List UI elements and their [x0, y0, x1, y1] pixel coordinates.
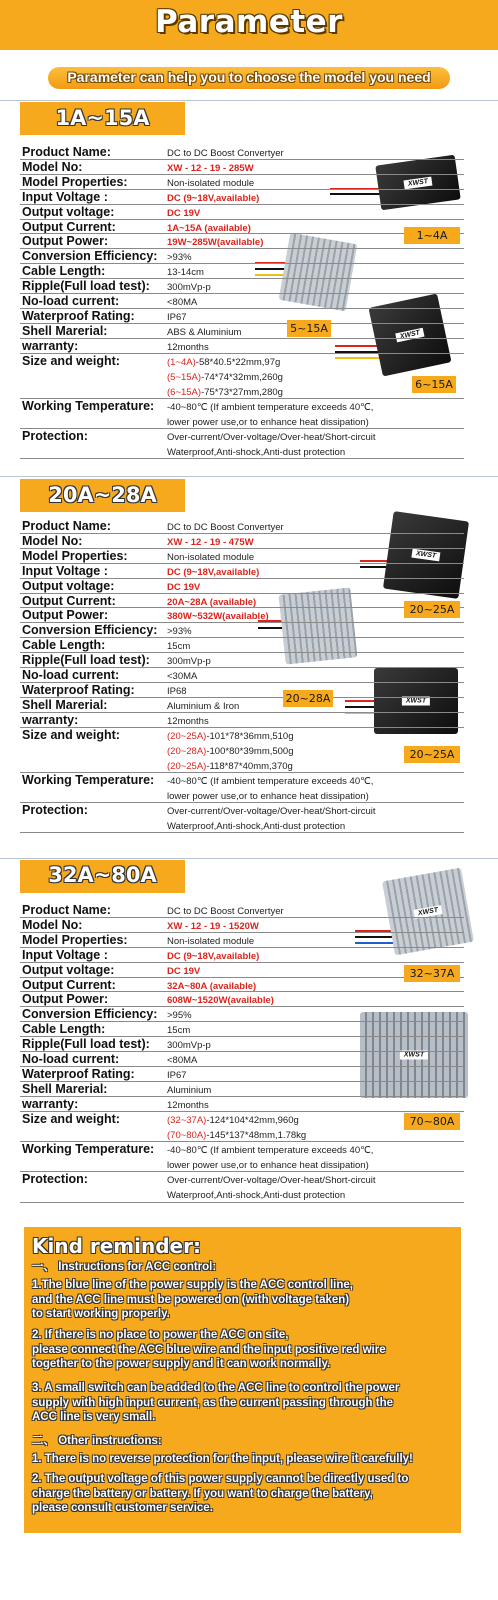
- row-divider: [20, 1202, 464, 1203]
- spec-label: Shell Marerial:: [22, 1081, 108, 1096]
- spec-row: [20, 608, 464, 623]
- spec-row: [20, 803, 464, 833]
- size-variant-text: Over-current/Over-voltage/Over-heat/Short-circuit: [167, 432, 376, 444]
- spec-row: [20, 1097, 464, 1112]
- spec-value: Aluminium: [167, 1084, 212, 1096]
- spec-row: [20, 948, 464, 963]
- spec-value: Non-isolated module: [167, 935, 255, 947]
- spec-row: [20, 683, 464, 698]
- spec-value: 13-14cm: [167, 267, 204, 279]
- spec-value: DC 19V: [167, 581, 201, 593]
- spec-value: XW - 12 - 19 - 285W: [167, 162, 254, 174]
- spec-label: Product Name:: [22, 903, 111, 917]
- product-range-tag: 70~80A: [404, 1113, 460, 1130]
- spec-value-line: [167, 1113, 306, 1128]
- spec-label: Model Properties:: [22, 932, 128, 947]
- spec-value: 32A~80A (available): [167, 980, 257, 992]
- size-variant-text: Waterproof,Anti-shock,Anti-dust protection: [167, 447, 346, 459]
- product-range-tag: 6~15A: [412, 376, 456, 393]
- spec-value: >93%: [167, 252, 192, 264]
- size-variant-tag: (1~4A): [167, 356, 196, 368]
- spec-label: Conversion Efficiency:: [22, 249, 158, 264]
- spec-label: Working Temperature:: [22, 772, 155, 787]
- spec-row: [20, 918, 464, 933]
- spec-row: [20, 264, 464, 279]
- spec-value-line: [167, 774, 373, 789]
- spec-row: [20, 963, 464, 978]
- spec-label: Working Temperature:: [22, 1141, 155, 1156]
- spec-value: DC (9~18V,available): [167, 192, 260, 204]
- size-variant-tag: (20~25A): [167, 760, 207, 772]
- size-variant-text: -124*104*42mm,960g: [206, 1114, 299, 1126]
- size-variant-text: -40~80℃ (If ambient temperature exceeds 40℃,: [167, 1144, 374, 1156]
- spec-label: Protection:: [22, 429, 88, 444]
- size-variant-tag: (70~80A): [167, 1129, 207, 1141]
- spec-value: Aluminium & Iron: [167, 700, 240, 712]
- spec-value: 300mVp-p: [167, 656, 211, 668]
- spec-value: >95%: [167, 1010, 192, 1022]
- spec-label: Waterproof Rating:: [22, 308, 135, 323]
- size-variant-text: -118*87*40mm,370g: [206, 760, 293, 772]
- spec-row: [20, 623, 464, 638]
- product-range-tag: 20~25A: [404, 746, 460, 763]
- spec-value: <30MA: [167, 671, 198, 682]
- spec-value: 380W~532W(available): [167, 611, 269, 623]
- spec-label: Output Current:: [22, 977, 116, 992]
- spec-value: XW - 12 - 19 - 475W: [167, 536, 254, 548]
- size-variant-text: -40~80℃ (If ambient temperature exceeds 40℃,: [167, 775, 374, 787]
- spec-label: Waterproof Rating:: [22, 682, 135, 697]
- spec-row: [20, 638, 464, 653]
- spec-label: Output voltage:: [22, 204, 115, 219]
- spec-label: warranty:: [22, 712, 79, 727]
- size-variant-tag: (20~25A): [167, 730, 207, 742]
- spec-label: Model No:: [22, 533, 83, 548]
- spec-label: warranty:: [22, 338, 79, 353]
- spec-value: <80MA: [167, 1055, 198, 1066]
- page-title: Parameter: [155, 4, 343, 40]
- spec-value: Non-isolated module: [167, 551, 255, 563]
- spec-label: Ripple(Full load test):: [22, 279, 150, 294]
- spec-value: 20A~28A (available): [167, 596, 257, 608]
- spec-label: Output Power:: [22, 992, 109, 1007]
- spec-label: Cable Length:: [22, 1022, 106, 1037]
- product-range-tag: 1~4A: [404, 227, 460, 244]
- spec-value: DC 19V: [167, 965, 201, 977]
- spec-row: [20, 399, 464, 429]
- brand-logo: XWST: [413, 905, 442, 919]
- spec-row: [20, 309, 464, 324]
- spec-label: Size and weight:: [22, 727, 120, 742]
- spec-label: Product Name:: [22, 519, 111, 533]
- size-variant-text: Over-current/Over-voltage/Over-heat/Short-circuit: [167, 1175, 376, 1187]
- spec-value: DC (9~18V,available): [167, 566, 260, 578]
- spec-label: Size and weight:: [22, 1111, 120, 1126]
- spec-value: 12months: [167, 341, 209, 353]
- spec-label: Conversion Efficiency:: [22, 1007, 158, 1022]
- size-variant-tag: (20~28A): [167, 745, 207, 757]
- spec-row: [20, 698, 464, 713]
- spec-label: Cable Length:: [22, 638, 106, 653]
- spec-value: 12months: [167, 1099, 209, 1111]
- spec-label: Output Power:: [22, 234, 109, 249]
- spec-value: 15cm: [167, 641, 191, 653]
- spec-row: [20, 653, 464, 668]
- spec-label: No-load current:: [22, 1052, 120, 1066]
- spec-value: [167, 1113, 306, 1143]
- spec-row: [20, 549, 464, 564]
- spec-label: Model Properties:: [22, 548, 128, 563]
- spec-value-line: [167, 430, 376, 445]
- spec-row: [20, 1172, 464, 1202]
- spec-label: Model No:: [22, 159, 83, 174]
- spec-row: [20, 594, 464, 609]
- spec-label: Protection:: [22, 803, 88, 818]
- spec-value: [167, 1173, 376, 1203]
- reminder-paragraph-3: 3. A small switch can be added to the ACC line to control the power supply with high input current, as the current passing through the ACC line is very small.: [32, 1382, 400, 1423]
- spec-value: 300mVp-p: [167, 1040, 211, 1052]
- spec-label: Output voltage:: [22, 962, 115, 977]
- spec-row: [20, 713, 464, 728]
- spec-label: Input Voltage :: [22, 189, 108, 204]
- spec-value: DC to DC Boost Convertyer: [167, 522, 284, 533]
- spec-row: [20, 773, 464, 803]
- spec-label: Output voltage:: [22, 578, 115, 593]
- spec-row: [20, 1112, 464, 1142]
- spec-row: [20, 160, 464, 175]
- spec-row: [20, 175, 464, 190]
- kind-reminder-title: Kind reminder:: [32, 1234, 201, 1258]
- spec-value: 608W~1520W(available): [167, 995, 274, 1007]
- spec-row: [20, 145, 464, 160]
- spec-value: IP68: [167, 685, 187, 697]
- other-instructions-heading: 二、 Other instructions:: [32, 1435, 162, 1447]
- section-range-title: 32A~80A: [48, 863, 157, 887]
- spec-label: Input Voltage :: [22, 563, 108, 578]
- size-variant-text: lower power use,or to enhance heat dissipation): [167, 416, 369, 428]
- spec-row: [20, 339, 464, 354]
- product-range-tag: 20~28A: [283, 690, 333, 707]
- reminder-paragraph-2: 2. If there is no place to power the ACC on site, please connect the ACC blue wire and the input positive red wire together to the power supply and it can work normally.: [32, 1329, 386, 1370]
- spec-value: [167, 729, 294, 774]
- brand-logo: XWST: [395, 328, 424, 343]
- spec-row: [20, 564, 464, 579]
- spec-label: No-load current:: [22, 668, 120, 682]
- size-variant-text: -40~80℃ (If ambient temperature exceeds 40℃,: [167, 401, 374, 413]
- spec-value-line: [167, 729, 294, 744]
- size-variant-text: -101*78*36mm,510g: [206, 730, 294, 742]
- spec-row: [20, 279, 464, 294]
- spec-value-line: [167, 1143, 373, 1158]
- spec-row: [20, 429, 464, 459]
- spec-label: Output Power:: [22, 608, 109, 623]
- spec-value: 15cm: [167, 1025, 191, 1037]
- spec-label: No-load current:: [22, 294, 120, 308]
- brand-logo: XWST: [411, 549, 440, 562]
- size-variant-tag: (6~15A): [167, 386, 202, 398]
- spec-row: [20, 1052, 464, 1067]
- size-variant-tag: (5~15A): [167, 371, 202, 383]
- spec-value: 19W~285W(available): [167, 237, 264, 249]
- spec-value-line: [167, 804, 376, 819]
- brand-logo: XWST: [402, 697, 430, 706]
- spec-label: Working Temperature:: [22, 398, 155, 413]
- spec-row: [20, 324, 464, 339]
- spec-label: Model No:: [22, 917, 83, 932]
- spec-value: IP67: [167, 311, 187, 323]
- section-range-title: 20A~28A: [48, 483, 157, 507]
- spec-label: Cable Length:: [22, 264, 106, 279]
- spec-value: ABS & Aluminium: [167, 326, 242, 338]
- spec-value-line: [167, 400, 373, 415]
- section-range-title: 1A~15A: [55, 106, 150, 130]
- spec-value: DC to DC Boost Convertyer: [167, 148, 284, 159]
- spec-row: [20, 992, 464, 1007]
- spec-value: 1A~15A (available): [167, 222, 251, 234]
- spec-label: Ripple(Full load test):: [22, 653, 150, 668]
- spec-label: Model Properties:: [22, 174, 128, 189]
- spec-row: [20, 1082, 464, 1097]
- spec-label: Shell Marerial:: [22, 697, 108, 712]
- size-variant-text: Waterproof,Anti-shock,Anti-dust protection: [167, 821, 346, 833]
- spec-label: Protection:: [22, 1172, 88, 1187]
- spec-row: [20, 933, 464, 948]
- size-variant-text: -100*80*39mm,500g: [206, 745, 294, 757]
- spec-value: [167, 355, 283, 400]
- spec-value: [167, 774, 373, 804]
- spec-value: DC (9~18V,available): [167, 950, 260, 962]
- size-variant-text: -145*137*48mm,1.78kg: [206, 1129, 307, 1141]
- spec-row: [20, 519, 464, 534]
- spec-row: [20, 728, 464, 773]
- spec-value: [167, 430, 376, 460]
- spec-value-line: [167, 1173, 376, 1188]
- spec-value: IP67: [167, 1069, 187, 1081]
- row-divider: [20, 458, 464, 459]
- size-variant-text: -74*74*32mm,260g: [201, 371, 283, 383]
- spec-value: [167, 1143, 373, 1173]
- spec-row: [20, 294, 464, 309]
- spec-value: [167, 804, 376, 834]
- reminder-paragraph-1: 1.The blue line of the power supply is the ACC control line, and the ACC line must be powered on (with voltage taken) to start working properly.: [32, 1279, 353, 1320]
- spec-row: [20, 249, 464, 264]
- section-rule: [0, 476, 498, 477]
- spec-row: [20, 1142, 464, 1172]
- spec-value: XW - 12 - 19 - 1520W: [167, 920, 259, 932]
- spec-value: >93%: [167, 626, 192, 638]
- spec-value: [167, 400, 373, 430]
- spec-value: <80MA: [167, 297, 198, 308]
- spec-row: [20, 220, 464, 235]
- reminder-paragraph-4: 1. There is no reverse protection for the input, please wire it carefully!: [32, 1453, 413, 1465]
- spec-value-line: [167, 744, 294, 759]
- size-variant-text: Waterproof,Anti-shock,Anti-dust protection: [167, 1190, 346, 1202]
- brand-logo: XWST: [403, 176, 432, 189]
- size-variant-text: -75*73*27mm,280g: [201, 386, 283, 398]
- size-variant-text: Over-current/Over-voltage/Over-heat/Short-circuit: [167, 806, 376, 818]
- spec-label: Ripple(Full load test):: [22, 1037, 150, 1052]
- size-variant-text: -58*40.5*22mm,97g: [195, 356, 281, 368]
- spec-row: [20, 1007, 464, 1022]
- spec-row: [20, 978, 464, 993]
- spec-label: Output Current:: [22, 593, 116, 608]
- brand-logo: XWST: [400, 1051, 428, 1060]
- spec-row: [20, 534, 464, 549]
- spec-row: [20, 354, 464, 399]
- size-variant-text: lower power use,or to enhance heat dissipation): [167, 1159, 369, 1171]
- spec-value: 12months: [167, 715, 209, 727]
- spec-row: [20, 234, 464, 249]
- section-rule: [0, 858, 498, 859]
- spec-row: [20, 1067, 464, 1082]
- product-range-tag: 32~37A: [404, 965, 460, 982]
- row-divider: [20, 832, 464, 833]
- product-range-tag: 5~15A: [287, 320, 331, 337]
- spec-label: Product Name:: [22, 145, 111, 159]
- spec-row: [20, 190, 464, 205]
- spec-label: Input Voltage :: [22, 947, 108, 962]
- acc-instructions-heading: 一、 Instructions for ACC control:: [32, 1261, 217, 1273]
- spec-value-line: [167, 355, 283, 370]
- size-variant-text: lower power use,or to enhance heat dissipation): [167, 790, 369, 802]
- spec-value: DC to DC Boost Convertyer: [167, 906, 284, 917]
- spec-row: [20, 579, 464, 594]
- spec-value: DC 19V: [167, 207, 201, 219]
- spec-value-line: [167, 370, 283, 385]
- spec-label: Size and weight:: [22, 353, 120, 368]
- spec-row: [20, 1022, 464, 1037]
- spec-value: 300mVp-p: [167, 282, 211, 294]
- spec-value: Non-isolated module: [167, 177, 255, 189]
- page-subtitle: Parameter can help you to choose the model you need: [67, 69, 431, 85]
- spec-row: [20, 205, 464, 220]
- spec-label: Conversion Efficiency:: [22, 623, 158, 638]
- reminder-paragraph-5: 2. The output voltage of this power supply cannot be directly used to charge the battery or battery. If you want to charge the battery, please consult customer service.: [32, 1473, 409, 1514]
- size-variant-tag: (32~37A): [167, 1114, 207, 1126]
- spec-row: [20, 1037, 464, 1052]
- spec-row: [20, 903, 464, 918]
- product-range-tag: 20~25A: [404, 601, 460, 618]
- spec-row: [20, 668, 464, 683]
- spec-label: Output Current:: [22, 219, 116, 234]
- spec-label: Shell Marerial:: [22, 323, 108, 338]
- section-rule: [0, 100, 498, 101]
- spec-label: Waterproof Rating:: [22, 1066, 135, 1081]
- spec-label: warranty:: [22, 1096, 79, 1111]
